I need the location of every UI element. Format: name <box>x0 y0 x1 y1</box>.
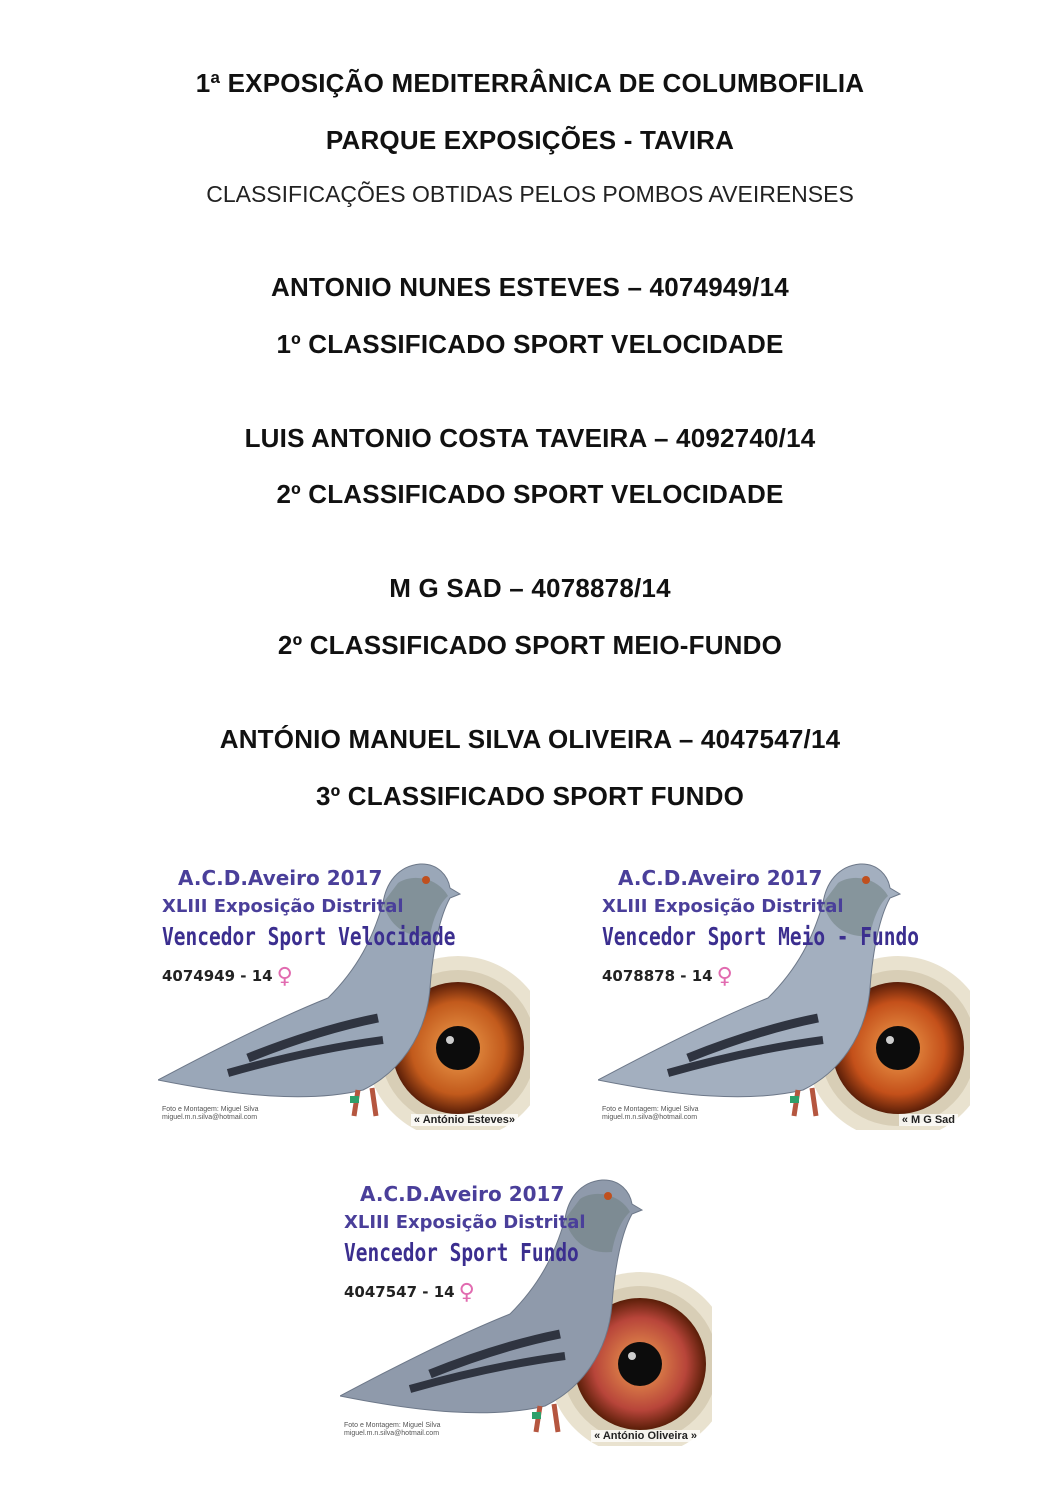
result-2-owner: LUIS ANTONIO COSTA TAVEIRA – 4092740/14 <box>244 423 816 453</box>
card-ring-number: 4078878 - 14 ♀ <box>602 964 733 989</box>
leg-ring <box>350 1096 359 1103</box>
eye-pupil <box>618 1342 662 1386</box>
card-award: Vencedor Sport Fundo <box>344 1238 579 1267</box>
card-photo-credit: Foto e Montagem: Miguel Silva miguel.m.n.silva@hotmail.com <box>162 1106 259 1121</box>
pigeon-card-meio-fundo <box>598 858 970 1130</box>
card-exhibition: XLIII Exposição Distrital <box>344 1212 586 1233</box>
result-1-placement: 1º CLASSIFICADO SPORT VELOCIDADE <box>276 329 784 359</box>
pigeon-card-velocidade <box>158 858 530 1130</box>
card-event: A.C.D.Aveiro 2017 <box>360 1182 565 1206</box>
card-owner: « António Oliveira » <box>591 1430 700 1442</box>
card-owner: « António Esteves» <box>411 1114 518 1126</box>
card-event: A.C.D.Aveiro 2017 <box>618 866 823 890</box>
result-2-placement: 2º CLASSIFICADO SPORT VELOCIDADE <box>276 479 784 509</box>
card-award: Vencedor Sport Meio - Fundo <box>602 922 919 951</box>
card-exhibition: XLIII Exposição Distrital <box>162 896 404 917</box>
card-ring-number: 4047547 - 14 ♀ <box>344 1280 475 1305</box>
result-4-owner: ANTÓNIO MANUEL SILVA OLIVEIRA – 4047547/14 <box>219 724 841 754</box>
result-1-owner: ANTONIO NUNES ESTEVES – 4074949/14 <box>271 272 789 302</box>
card-owner: « M G Sad <box>899 1114 958 1126</box>
card-exhibition: XLIII Exposição Distrital <box>602 896 844 917</box>
card-photo-credit: Foto e Montagem: Miguel Silva miguel.m.n.silva@hotmail.com <box>602 1106 699 1121</box>
result-3-owner: M G SAD – 4078878/14 <box>389 573 671 603</box>
leg-ring <box>790 1096 799 1103</box>
card-event: A.C.D.Aveiro 2017 <box>178 866 383 890</box>
leg-ring <box>532 1412 541 1419</box>
document-title: 1ª EXPOSIÇÃO MEDITERRÂNICA DE COLUMBOFILIA <box>195 68 865 98</box>
eye-pupil <box>876 1026 920 1070</box>
document-subtitle: CLASSIFICAÇÕES OBTIDAS PELOS POMBOS AVEIRENSES <box>206 181 854 207</box>
result-3-placement: 2º CLASSIFICADO SPORT MEIO-FUNDO <box>277 630 783 660</box>
pigeon-card-fundo <box>340 1174 712 1446</box>
venue-title: PARQUE EXPOSIÇÕES - TAVIRA <box>325 125 735 155</box>
female-symbol-icon: ♀ <box>716 964 733 989</box>
card-photo-credit: Foto e Montagem: Miguel Silva miguel.m.n.silva@hotmail.com <box>344 1422 441 1437</box>
female-symbol-icon: ♀ <box>458 1280 475 1305</box>
card-ring-number: 4074949 - 14 ♀ <box>162 964 293 989</box>
result-4-placement: 3º CLASSIFICADO SPORT FUNDO <box>315 781 745 811</box>
card-award: Vencedor Sport Velocidade <box>162 922 456 951</box>
female-symbol-icon: ♀ <box>276 964 293 989</box>
eye-pupil <box>436 1026 480 1070</box>
